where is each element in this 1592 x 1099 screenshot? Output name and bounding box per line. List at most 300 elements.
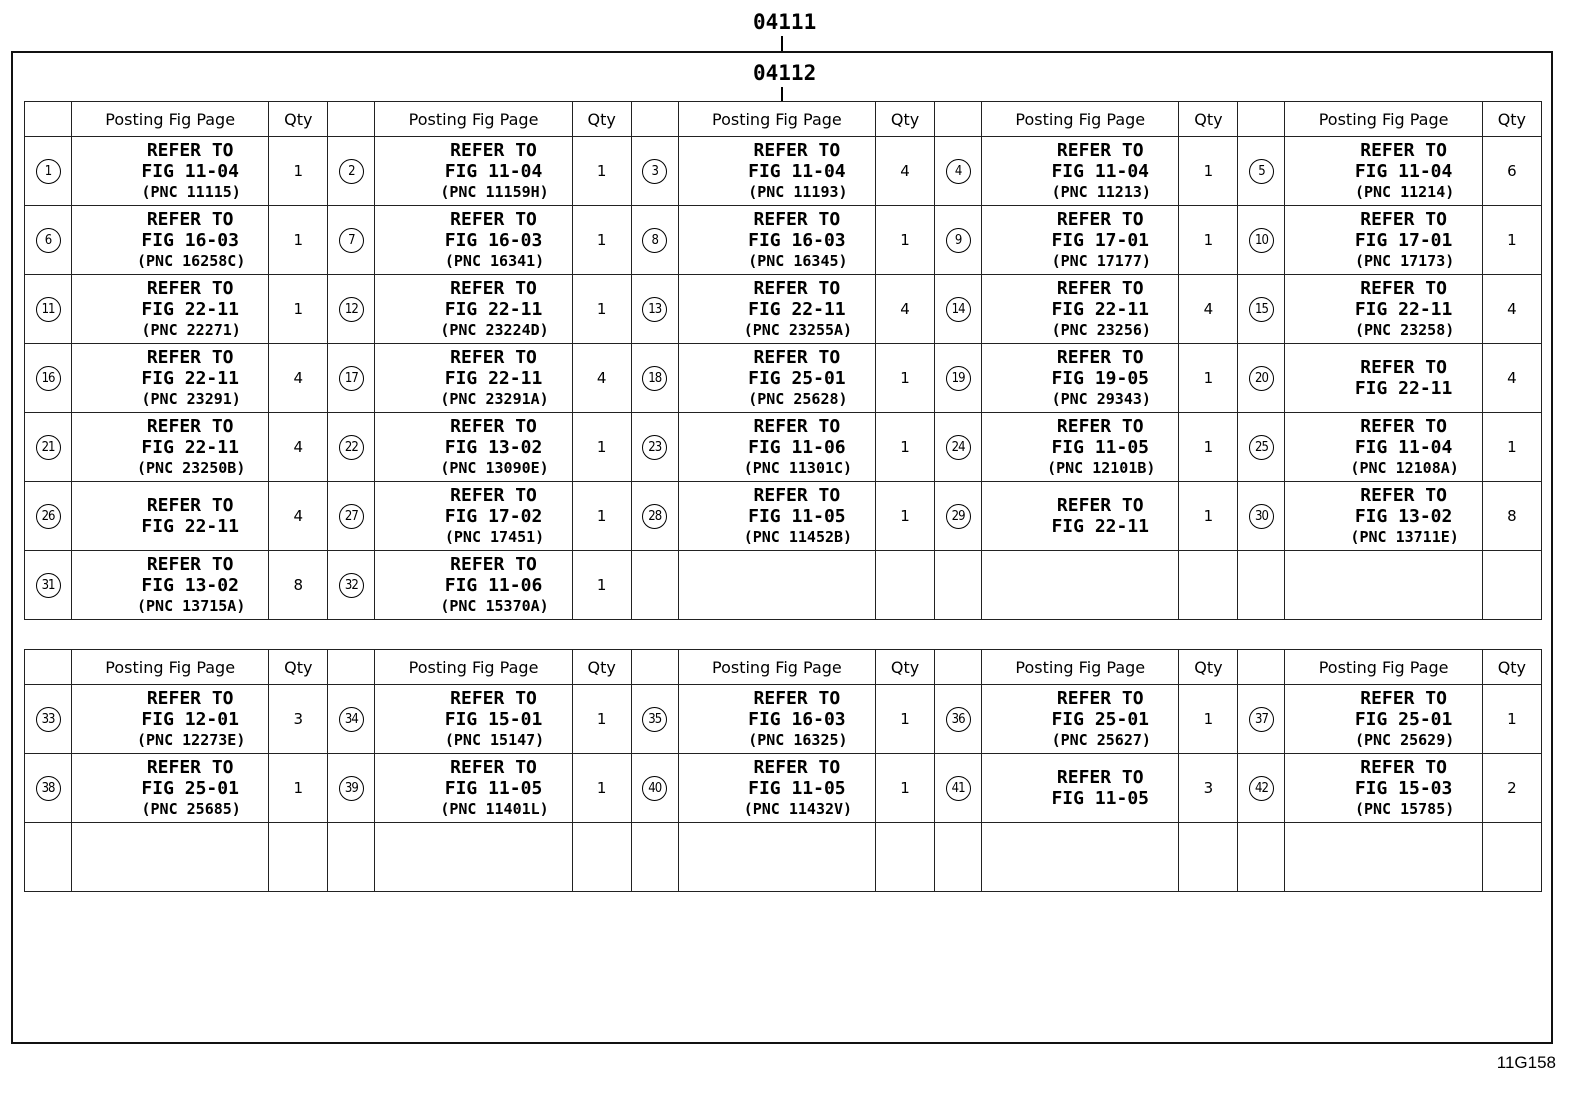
qty-cell: 1 [876,482,935,551]
posting-fig-cell [375,137,572,206]
qty-cell: 2 [1482,754,1541,823]
table-row [25,685,1542,754]
qty-cell: 6 [1482,137,1541,206]
refer-to-text: REFER TO [1056,767,1144,788]
pnc-text: (PNC 11214) [1354,182,1455,201]
qty-cell: 1 [1179,685,1238,754]
pnc-text: (PNC 11193) [748,182,848,201]
pnc-text: (PNC 25627) [1051,730,1151,749]
fig-page-text: FIG 15-03 [1354,777,1453,799]
posting-fig-cell [1285,137,1482,206]
qty-cell: 1 [572,275,631,344]
pnc-text: (PNC 17177) [1051,251,1151,270]
refer-to-text: REFER TO [146,139,234,161]
refer-to-text: REFER TO [1056,495,1144,516]
fig-page-text: FIG 22-11 [444,298,543,320]
qty-cell: 8 [1482,482,1541,551]
item-number-badge: 11 [36,297,61,322]
refer-to-text: REFER TO [450,208,537,230]
item-number-cell [631,823,678,892]
fig-page-text: FIG 13-02 [444,436,543,458]
qty-cell: 1 [1179,344,1238,413]
posting-fig-cell [982,754,1179,823]
fig-page-text: FIG 22-11 [748,298,846,320]
refer-to-text: REFER TO [146,277,234,299]
qty-cell: 4 [1482,275,1541,344]
qty-cell [1482,823,1541,892]
fig-page-text: FIG 11-04 [1354,436,1453,458]
refer-to-text: REFER TO [1360,415,1447,437]
item-number-cell [328,137,375,206]
posting-fig-cell [1285,823,1482,892]
item-number-badge: 28 [642,504,667,529]
item-number-badge: 2 [339,159,364,184]
fig-page-text: FIG 11-04 [141,160,239,182]
table-row [25,413,1542,482]
fig-page-text: FIG 11-04 [1354,160,1453,182]
refer-to-text: REFER TO [450,756,537,778]
header-index-cell [935,650,982,685]
header-index-cell [25,102,72,137]
qty-cell [269,823,328,892]
posting-fig-cell [375,823,572,892]
refer-to-text: REFER TO [753,415,841,437]
outer-part-number: 04111 [753,10,817,34]
posting-fig-cell [982,344,1179,413]
fig-page-text: FIG 25-01 [1051,708,1150,730]
item-number-cell [25,137,72,206]
qty-cell: 1 [876,685,935,754]
refer-to-text: REFER TO [753,756,841,778]
refer-to-text: REFER TO [146,495,234,516]
header-qty: Qty [1179,650,1238,685]
refer-to-text: REFER TO [146,553,234,575]
refer-to-text: REFER TO [753,484,841,506]
posting-fig-cell [982,551,1179,620]
item-number-cell [328,685,375,754]
outer-leader-line [781,36,783,51]
posting-fig-cell [72,685,269,754]
qty-cell: 8 [269,551,328,620]
refer-to-text: REFER TO [753,139,841,161]
item-number-badge: 18 [642,366,667,391]
header-qty: Qty [1179,102,1238,137]
item-number-cell [935,137,982,206]
refer-to-text: REFER TO [450,553,537,575]
fig-page-text: FIG 16-03 [444,229,543,251]
qty-cell: 1 [876,413,935,482]
posting-fig-cell [72,344,269,413]
pnc-text: (PNC 16325) [748,730,848,749]
posting-fig-cell [72,413,269,482]
qty-cell: 4 [269,413,328,482]
fig-page-text: FIG 11-06 [444,574,543,596]
header-qty: Qty [572,650,631,685]
pnc-text: (PNC 23258) [1354,320,1455,339]
refer-to-text: REFER TO [1056,346,1144,368]
item-number-badge: 3 [642,159,667,184]
item-number-badge: 23 [642,435,667,460]
item-number-cell [935,344,982,413]
item-number-cell [935,482,982,551]
item-number-cell [1238,413,1285,482]
item-number-badge: 36 [946,707,971,732]
posting-fig-cell [72,137,269,206]
posting-fig-cell [678,754,875,823]
item-number-badge: 16 [36,366,61,391]
pnc-text: (PNC 11213) [1051,182,1151,201]
item-number-cell [935,551,982,620]
qty-cell: 1 [269,275,328,344]
pnc-text: (PNC 11301C) [743,458,853,477]
pnc-text: (PNC 12108A) [1350,458,1459,477]
header-index-cell [1238,102,1285,137]
pnc-text: (PNC 23255A) [743,320,853,339]
fig-page-text: FIG 25-01 [748,367,846,389]
fig-page-text: FIG 22-11 [1354,298,1453,320]
qty-cell: 1 [1482,206,1541,275]
item-number-cell [935,754,982,823]
fig-page-text: FIG 25-01 [1354,708,1453,730]
fig-page-text: FIG 11-05 [748,505,846,527]
posting-fig-cell [72,275,269,344]
pnc-text: (PNC 12273E) [136,730,246,749]
qty-cell: 1 [876,206,935,275]
pnc-text: (PNC 11115) [141,182,241,201]
pnc-text: (PNC 23256) [1051,320,1151,339]
figure-code: 11G158 [1496,1053,1556,1072]
posting-fig-cell [375,754,572,823]
reference-table-2 [24,649,1542,892]
header-posting: Posting Fig Page [1285,650,1482,685]
item-number-cell [1238,551,1285,620]
header-qty: Qty [1482,650,1541,685]
fig-page-text: FIG 16-03 [141,229,239,251]
refer-to-text: REFER TO [450,139,537,161]
qty-cell: 1 [1179,413,1238,482]
item-number-cell [328,551,375,620]
header-posting: Posting Fig Page [72,102,269,137]
header-posting: Posting Fig Page [678,102,875,137]
header-posting: Posting Fig Page [375,650,572,685]
qty-cell [876,823,935,892]
qty-cell: 1 [572,482,631,551]
qty-cell [1179,823,1238,892]
inner-part-number: 04112 [753,61,817,85]
fig-page-text: FIG 11-05 [1051,788,1150,809]
item-number-cell [328,275,375,344]
posting-fig-cell [1285,482,1482,551]
qty-cell: 4 [1482,344,1541,413]
refer-to-text: REFER TO [146,756,234,778]
item-number-badge: 38 [36,776,61,801]
item-number-badge: 20 [1249,366,1274,391]
item-number-badge: 13 [642,297,667,322]
posting-fig-cell [678,685,875,754]
refer-to-text: REFER TO [450,346,537,368]
refer-to-text: REFER TO [450,484,537,506]
item-number-badge: 29 [946,504,971,529]
item-number-cell [328,754,375,823]
item-number-badge: 9 [946,228,971,253]
posting-fig-cell [982,275,1179,344]
qty-cell: 1 [1482,413,1541,482]
header-row [25,102,1542,137]
item-number-cell [631,754,678,823]
header-qty: Qty [1482,102,1541,137]
item-number-cell [25,754,72,823]
qty-cell: 4 [269,482,328,551]
qty-cell: 1 [269,206,328,275]
qty-cell: 1 [572,206,631,275]
pnc-text: (PNC 17173) [1354,251,1455,270]
header-row [25,650,1542,685]
header-index-cell [631,650,678,685]
item-number-badge: 17 [339,366,364,391]
posting-fig-cell [375,413,572,482]
refer-to-text: REFER TO [146,346,234,368]
table-row [25,823,1542,892]
refer-to-text: REFER TO [753,687,841,709]
item-number-cell [1238,275,1285,344]
header-qty: Qty [572,102,631,137]
posting-fig-cell [678,413,875,482]
table-row [25,137,1542,206]
refer-to-text: REFER TO [1360,277,1447,299]
fig-page-text: FIG 22-11 [1051,516,1150,537]
refer-to-text: REFER TO [1360,139,1447,161]
refer-to-text: REFER TO [1360,756,1447,778]
posting-fig-cell [982,685,1179,754]
pnc-text: (PNC 15147) [444,730,545,749]
item-number-badge: 42 [1249,776,1274,801]
refer-to-text: REFER TO [146,687,234,709]
posting-fig-cell [982,823,1179,892]
item-number-cell [328,413,375,482]
header-index-cell [631,102,678,137]
item-number-cell [328,482,375,551]
posting-fig-cell [72,754,269,823]
qty-cell: 3 [1179,754,1238,823]
item-number-cell [328,206,375,275]
item-number-cell [25,551,72,620]
item-number-cell [1238,344,1285,413]
pnc-text: (PNC 25685) [141,799,241,818]
posting-fig-cell [678,206,875,275]
fig-page-text: FIG 22-11 [141,436,239,458]
posting-fig-cell [72,551,269,620]
item-number-cell [25,275,72,344]
qty-cell: 1 [269,137,328,206]
posting-fig-cell [375,344,572,413]
pnc-text: (PNC 17451) [444,527,545,546]
qty-cell: 1 [572,754,631,823]
header-index-cell [25,650,72,685]
refer-to-text: REFER TO [1056,139,1144,161]
item-number-cell [25,482,72,551]
header-posting: Posting Fig Page [982,650,1179,685]
header-posting: Posting Fig Page [375,102,572,137]
pnc-text: (PNC 11432V) [743,799,853,818]
qty-cell: 1 [876,344,935,413]
item-number-cell [935,685,982,754]
fig-page-text: FIG 16-03 [748,229,846,251]
posting-fig-cell [678,344,875,413]
item-number-cell [1238,754,1285,823]
posting-fig-cell [678,137,875,206]
posting-fig-cell [678,482,875,551]
qty-cell: 1 [876,754,935,823]
qty-cell: 1 [572,137,631,206]
header-posting: Posting Fig Page [72,650,269,685]
fig-page-text: FIG 11-05 [444,777,543,799]
item-number-cell [1238,823,1285,892]
posting-fig-cell [982,206,1179,275]
item-number-cell [25,685,72,754]
item-number-badge: 1 [36,159,61,184]
qty-cell: 1 [1179,206,1238,275]
qty-cell: 1 [1179,482,1238,551]
item-number-cell [935,823,982,892]
posting-fig-cell [982,413,1179,482]
posting-fig-cell [375,551,572,620]
fig-page-text: FIG 11-06 [748,436,846,458]
item-number-cell [631,206,678,275]
refer-to-text: REFER TO [1056,415,1144,437]
fig-page-text: FIG 22-11 [1354,378,1453,399]
posting-fig-cell [375,685,572,754]
posting-fig-cell [1285,413,1482,482]
item-number-badge: 21 [36,435,61,460]
item-number-badge: 4 [946,159,971,184]
qty-cell: 1 [572,551,631,620]
item-number-badge: 25 [1249,435,1274,460]
refer-to-text: REFER TO [1360,484,1447,506]
pnc-text: (PNC 16341) [444,251,545,270]
qty-cell: 4 [876,137,935,206]
fig-page-text: FIG 11-04 [444,160,543,182]
pnc-text: (PNC 23224D) [440,320,549,339]
header-qty: Qty [269,650,328,685]
pnc-text: (PNC 15785) [1354,799,1455,818]
item-number-cell [1238,206,1285,275]
item-number-cell [328,344,375,413]
header-index-cell [935,102,982,137]
item-number-cell [25,413,72,482]
reference-table-1 [24,101,1542,620]
refer-to-text: REFER TO [1360,357,1447,378]
item-number-badge: 41 [946,776,971,801]
fig-page-text: FIG 19-05 [1051,367,1150,389]
pnc-text: (PNC 23291) [141,389,241,408]
qty-cell: 1 [269,754,328,823]
refer-to-text: REFER TO [146,415,234,437]
header-qty: Qty [269,102,328,137]
qty-cell: 4 [572,344,631,413]
item-number-badge: 22 [339,435,364,460]
fig-page-text: FIG 17-02 [444,505,543,527]
header-qty: Qty [876,650,935,685]
fig-page-text: FIG 11-04 [748,160,846,182]
table-row [25,206,1542,275]
table-row [25,482,1542,551]
posting-fig-cell [375,206,572,275]
item-number-cell [631,685,678,754]
qty-cell: 4 [269,344,328,413]
posting-fig-cell [982,482,1179,551]
header-index-cell [1238,650,1285,685]
item-number-cell [328,823,375,892]
pnc-text: (PNC 16345) [748,251,848,270]
fig-page-text: FIG 13-02 [1354,505,1453,527]
pnc-text: (PNC 25629) [1354,730,1455,749]
item-number-cell [25,206,72,275]
pnc-text: (PNC 13715A) [136,596,246,615]
item-number-badge: 31 [36,573,61,598]
fig-page-text: FIG 15-01 [444,708,543,730]
item-number-badge: 33 [36,707,61,732]
fig-page-text: FIG 22-11 [141,367,239,389]
refer-to-text: REFER TO [450,687,537,709]
fig-page-text: FIG 11-05 [748,777,846,799]
item-number-badge: 8 [642,228,667,253]
posting-fig-cell [678,275,875,344]
item-number-cell [1238,137,1285,206]
item-number-cell [631,482,678,551]
item-number-cell [25,344,72,413]
item-number-cell [1238,685,1285,754]
item-number-badge: 32 [339,573,364,598]
fig-page-text: FIG 22-11 [141,516,239,537]
fig-page-text: FIG 16-03 [748,708,846,730]
qty-cell: 1 [1482,685,1541,754]
pnc-text: (PNC 12101B) [1047,458,1156,477]
refer-to-text: REFER TO [753,346,841,368]
posting-fig-cell [72,206,269,275]
fig-page-text: FIG 11-04 [1051,160,1150,182]
qty-cell: 3 [269,685,328,754]
posting-fig-cell [1285,344,1482,413]
posting-fig-cell [678,823,875,892]
item-number-badge: 39 [339,776,364,801]
item-number-badge: 15 [1249,297,1274,322]
refer-to-text: REFER TO [753,208,841,230]
refer-to-text: REFER TO [1360,687,1447,709]
header-index-cell [328,102,375,137]
posting-fig-cell [1285,551,1482,620]
qty-cell [1482,551,1541,620]
item-number-cell [935,413,982,482]
posting-fig-cell [1285,685,1482,754]
pnc-text: (PNC 23250B) [136,458,246,477]
item-number-badge: 5 [1249,159,1274,184]
posting-fig-cell [982,137,1179,206]
table-row [25,754,1542,823]
item-number-cell [935,275,982,344]
refer-to-text: REFER TO [1056,277,1144,299]
pnc-text: (PNC 25628) [748,389,848,408]
item-number-badge: 34 [339,707,364,732]
item-number-badge: 12 [339,297,364,322]
refer-to-text: REFER TO [146,208,234,230]
fig-page-text: FIG 12-01 [141,708,239,730]
item-number-cell [631,413,678,482]
fig-page-text: FIG 22-11 [1051,298,1150,320]
posting-fig-cell [375,482,572,551]
fig-page-text: FIG 25-01 [141,777,239,799]
qty-cell: 4 [876,275,935,344]
qty-cell: 4 [1179,275,1238,344]
